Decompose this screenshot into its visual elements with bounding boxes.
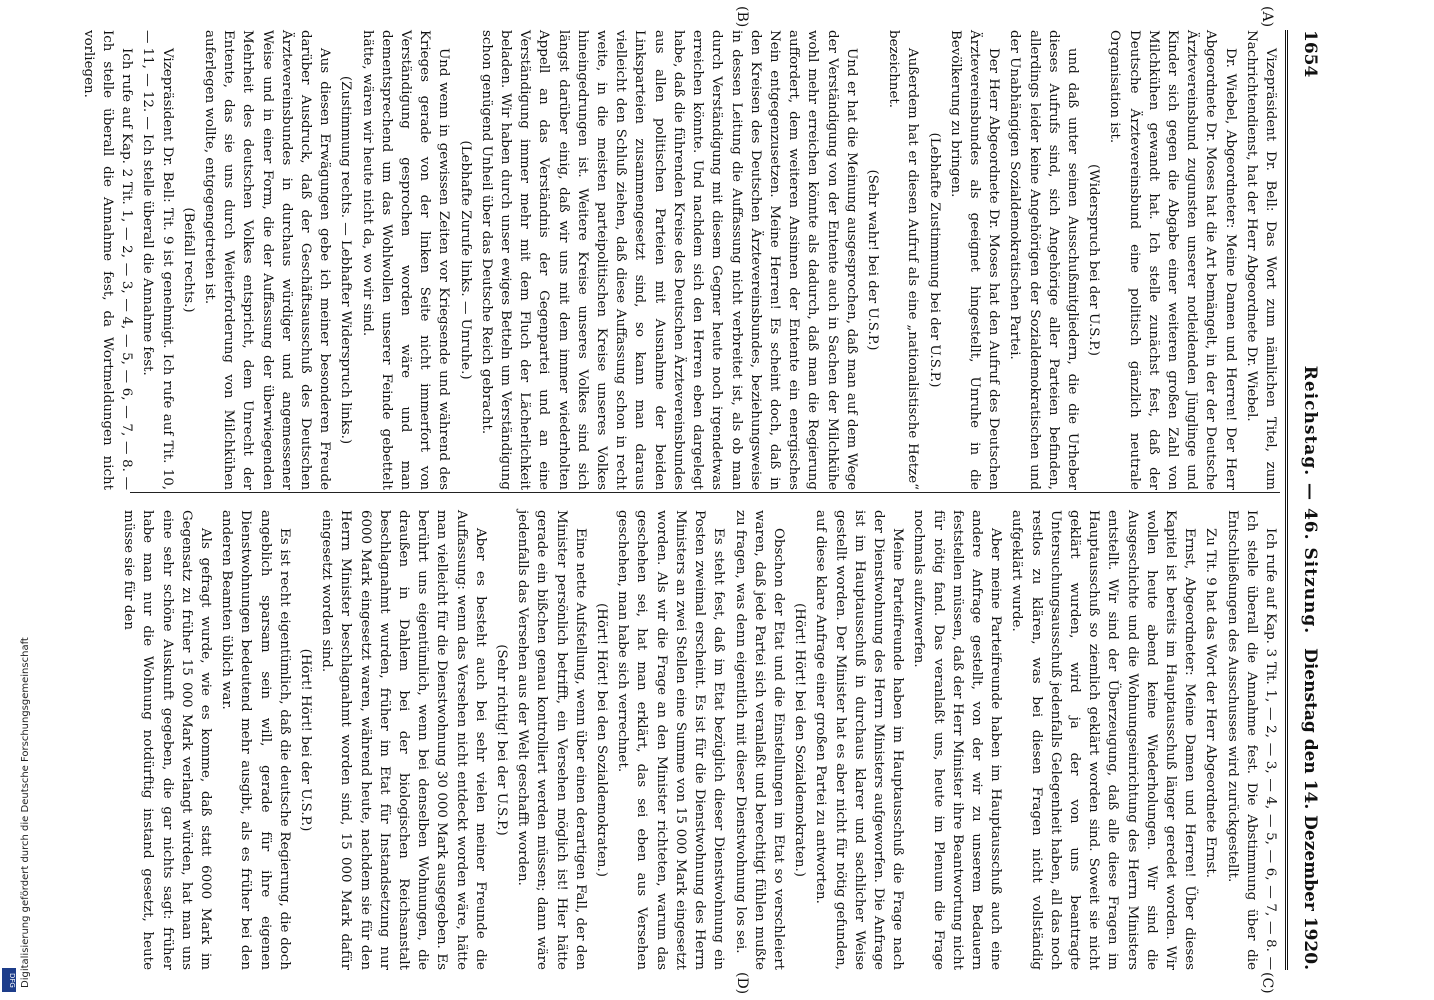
paragraph: Und er hat die Meinung ausgesprochen, daß man auf dem Wege der Verständigung von der Entente auch in Sachen der Milchkühe wohl mehr erreichen könnte als dadurch, daß man die Regierung auffordert, dem weiteren Ansinnen der Entente ein energisches Nein entgegenzusetzen. Meine Herren! Es scheint doch, daß in den Kreisen des Deutschen Ärztevereinsbundes, beziehungsweise in dessen Leitung die Auffassung nicht verbreitet ist, als ob man durch Verständigung mit diesem Gegner heute noch irgendetwas erreichen könnte. Und nachdem sich den Herren eben dargelegt habe, daß die führenden Kreise des Deutschen Ärztevereinsbundes aus allen politischen Parteien mit Ausnahme der beiden Linksparteien zusammengesetzt sind, so kann man daraus vielleicht den Schluß ziehen, daß diese Auffassung schon in recht weite, in die meisten parteipolitischen Kreise unseres Volkes hineingedrungen ist. Weitere Kreise unseres Volkes sind sich längst darüber einig, daß wir uns mit dem immer wiederholten Appell an das Verständnis der Gegenpartei und an eine Verständigung immer mehr mit dem Fluch der Lächerlichkeit beladen. Wir haben durch unser ewiges Betteln um Verständigung schon genügend Unheil über das Deutsche Reich gebracht. bbox=[478, 30, 859, 490]
right-column bbox=[117, 510, 1280, 970]
left-column bbox=[77, 30, 1280, 490]
paragraph: Obschon der Etat und die Einstellungen im Etat so verschleiert waren, daß jede Partei sich veranlaßt und berechtigt fühlen mußte zu fragen, was denn eigentlich mit dieser Dienstwohnung los sei. bbox=[732, 510, 786, 970]
margin-mark-b: (B) bbox=[734, 6, 750, 28]
paragraph: Vizepräsident Dr. Bell: Tit. 9 ist genehmigt. Ich rufe auf Tit. 10, — 11, — 12. — Ich stelle überall die Annahme fest. bbox=[140, 30, 175, 490]
paragraph: Meine Parteifreunde haben im Hauptausschuß die Frage nach der Dienstwohnung des Herrn Ministers aufgeworfen. Die Anfrage ist im Hauptausschuß in durchaus klarer und sachlicher Weise gestellt worden. Der Minister hat es aber nicht für nötig gefunden, auf diese klare Anfrage einer großen Partei zu antworten. bbox=[813, 510, 906, 970]
paragraph: Außerdem hat er diesen Aufruf als eine „nationalistische Hetze“ bezeichnet. bbox=[886, 30, 921, 490]
margin-mark-a: (A) bbox=[1259, 6, 1275, 28]
paragraph: Aber meine Parteifreunde haben im Hauptausschuß auch eine andere Anfrage gestellt, von der wir zu unserem Bedauern feststellen müssen, daß der Herr Minister ihre Beantwortung nicht für nötig fand. Das veranlaßt uns, heute im Plenum die Frage nochmals aufzuwerfen. bbox=[911, 510, 1004, 970]
footer-strip bbox=[0, 0, 31, 1000]
paragraph: Als gefragt wurde, wie es komme, daß statt 6000 Mark im Gegensatz zu früher 15 000 Mark verlangt würden, hat man uns eine sehr schöne Auskunft gegeben, die gar nichts sagt: früher habe man nur die Wohnung notdürftig instand gesetzt, heute müsse sie für den bbox=[121, 510, 214, 970]
interjection: (Lebhafte Zustimmung bei der U.S.P.) bbox=[926, 132, 942, 388]
interjection: (Hört! Hört! bei den Sozialdemokraten.) bbox=[594, 603, 610, 877]
paragraph: Dr. Wiebel, Abgeordneter: Meine Damen und Herren! Der Herr Abgeordnete Dr. Moses hat die Art bemängelt, in der der Deutsche Ärztevereinsbund zugunsten unserer notleidenden Jünglinge und Kinder sich gegen die Abgabe einer weiteren großen Zahl von Milchkühen gewandt hat. Ich stelle zunächst fest, daß der Deutsche Ärztevereinsbund eine politisch gänzlich neutrale Organisation ist. bbox=[1107, 30, 1238, 490]
paragraph: Aus diesen Erwägungen gebe ich meiner besonderen Freude darüber Ausdruck, daß der Geschäftsausschuß des Deutschen Ärztevereinsbundes in durchaus würdiger und angemessener Weise und in einer Form, die der Auffassung der überwiegenden Mehrheit des deutschen Volkes entspricht, dem Unrecht der Entente, das sie uns durch Weiterforderung von Milchkühen auferlegen wollte, entgegengetreten ist. bbox=[202, 30, 333, 490]
funding-note: Digitalisierung gefördert durch die Deutsche Forschungsgemeinschaft bbox=[20, 637, 31, 988]
paragraph: Der Herr Abgeordnete Dr. Moses hat den Aufruf des Deutschen Ärztevereinsbundes als geeignet hingestellt, Unruhe in die Bevölkerung zu bringen. bbox=[947, 30, 1002, 490]
paragraph: Ich rufe auf Kap. 2 Tit. 1, — 2, — 3, — 4, — 5, — 6, — 7, — 8. — Ich stelle überall die Annahme fest, da Wortmeldungen nicht vorliegen. bbox=[80, 30, 135, 490]
paragraph: Eine nette Aufstellung, wenn über einen derartigen Fall, der den Minister persönlich betrifft, ein Versehen möglich ist! Hier hätte gerade ein bißchen genau kontrolliert werden müssen; dann wäre jedenfalls das Versehen aus der Welt geschafft worden. bbox=[515, 510, 588, 970]
page-number: 1654 bbox=[1300, 30, 1320, 78]
paragraph: Es ist recht eigentümlich, daß die deutsche Regierung, die doch angeblich sparsam sein will, gerade für ihre eigenen Dienstwohnungen bedeutend mehr ausgibt, als es früher bei den anderen Beamten üblich war. bbox=[219, 510, 292, 970]
interjection: (Widerspruch bei der U.S.P.) bbox=[1086, 163, 1102, 356]
margin-mark-c: (C) bbox=[1259, 972, 1275, 994]
session-date: Dienstag den 14. Dezember 1920. bbox=[1300, 648, 1320, 970]
interjection: (Zustimmung rechts. — Lebhafter Widerspruch links.) bbox=[338, 75, 354, 445]
paragraph: Und wenn in gewissen Zeiten vor Kriegsende und während des Krieges gerade von der linken Seite nicht immerfort von Verständigung gesprochen worden wäre und man dementsprechend um das Wohlwollen unserer Feinde gebettelt hätte, wären wir heute nicht da, wo wir sind. bbox=[359, 30, 452, 490]
interjection: (Hört! Hört! bei der U.S.P.) bbox=[298, 648, 314, 832]
page-header bbox=[1285, 30, 1332, 970]
paragraph: Zu Tit. 9 hat das Wort der Herr Abgeordnete Ernst. bbox=[1203, 528, 1219, 878]
scanned-page bbox=[80, 0, 1370, 1000]
paragraph: Ich rufe auf Kap. 3 Tit. 1, — 2, — 3, — 4, — 5, — 6, — 7, — 8. — Ich stelle überall die Annahme fest. Die Abstimmung über die Entschließungen des Ausschusses wird zurückgestellt. bbox=[1224, 510, 1278, 970]
interjection: (Hört! Hört! bei den Sozialdemokraten.) bbox=[792, 603, 808, 877]
paragraph: Aber es besteht auch bei sehr vielen meiner Freunde die Auffassung: wenn das Versehen nicht entdeckt worden wäre, hätte man vielleicht für die Dienstwohnung 30 000 Mark ausgegeben. Es berührt uns eigentümlich, wenn bei denselben Wohnungen, die draußen in Dahlem bei der biologischen Reichsanstalt beschlagnahmt wurden, früher im Etat für Instandsetzung nur 6000 Mark eingesetzt waren, während heute, nachdem sie für den Herrn Minister beschlagnahmt worden sind, 15 000 Mark dafür eingesetzt worden sind. bbox=[319, 510, 488, 970]
paragraph: Ernst, Abgeordneter: Meine Damen und Herren! Über dieses Kapitel ist bereits im Hauptausschuß länger geredet worden. Wir wollen heute abend keine Wiederholungen. Wir sind die Ausgeschichte und die Wohnungseinrichtung des Herrn Ministers entstellt. Wir sind der Überzeugung, daß alle diese Fragen im Hauptausschuß so ziemlich geklärt worden sind. Soweit sie nicht geklärt wurden, wird ja der von uns beantragte Untersuchungsausschuß jedenfalls Gelegenheit haben, all das noch restlos zu klären, was bei diesen Fragen nicht vollständig aufgeklärt wurde. bbox=[1009, 510, 1198, 971]
paragraph: Vizepräsident Dr. Bell: Das Wort zum nämlichen Titel, zum Nachrichtendienst, hat der Herr Abgeordnete Dr. Wiebel. bbox=[1243, 30, 1278, 490]
dfg-logo: DFG bbox=[2, 968, 16, 992]
paragraph: und daß unter seinen Ausschußmitgliedern, die die Urheber dieses Aufrufs sind, sich Angehörige aller Parteien befinden, allerdings leider keine Angehörigen der Sozialdemokratischen und der Unabhängigen Sozialdemokratischen Partei. bbox=[1007, 30, 1080, 490]
margin-mark-d: (D) bbox=[734, 972, 750, 995]
page-title: Reichstag. — 46. Sitzung. bbox=[1300, 365, 1320, 635]
interjection: (Sehr richtig! bei der U.S.P.) bbox=[494, 644, 510, 836]
interjection: (Beifall rechts.) bbox=[180, 207, 196, 313]
interjection: (Lebhafte Zurufe links. — Unruhe.) bbox=[457, 140, 473, 380]
interjection: (Sehr wahr! bei der U.S.P.) bbox=[864, 169, 880, 351]
column-divider bbox=[130, 492, 1280, 493]
paragraph: Es steht fest, daß im Etat bezüglich dieser Dienstwohnung ein Posten zweimal erscheint. Es ist für die Dienstwohnung des Herrn Ministers an zwei Stellen eine Summe von 15 000 Mark eingesetzt worden. Als wir die Frage an den Minister richteten, warum das geschehen sei, hat man erklärt, das sei eben aus Versehen geschehen, man habe sich verrechnet. bbox=[615, 510, 727, 970]
